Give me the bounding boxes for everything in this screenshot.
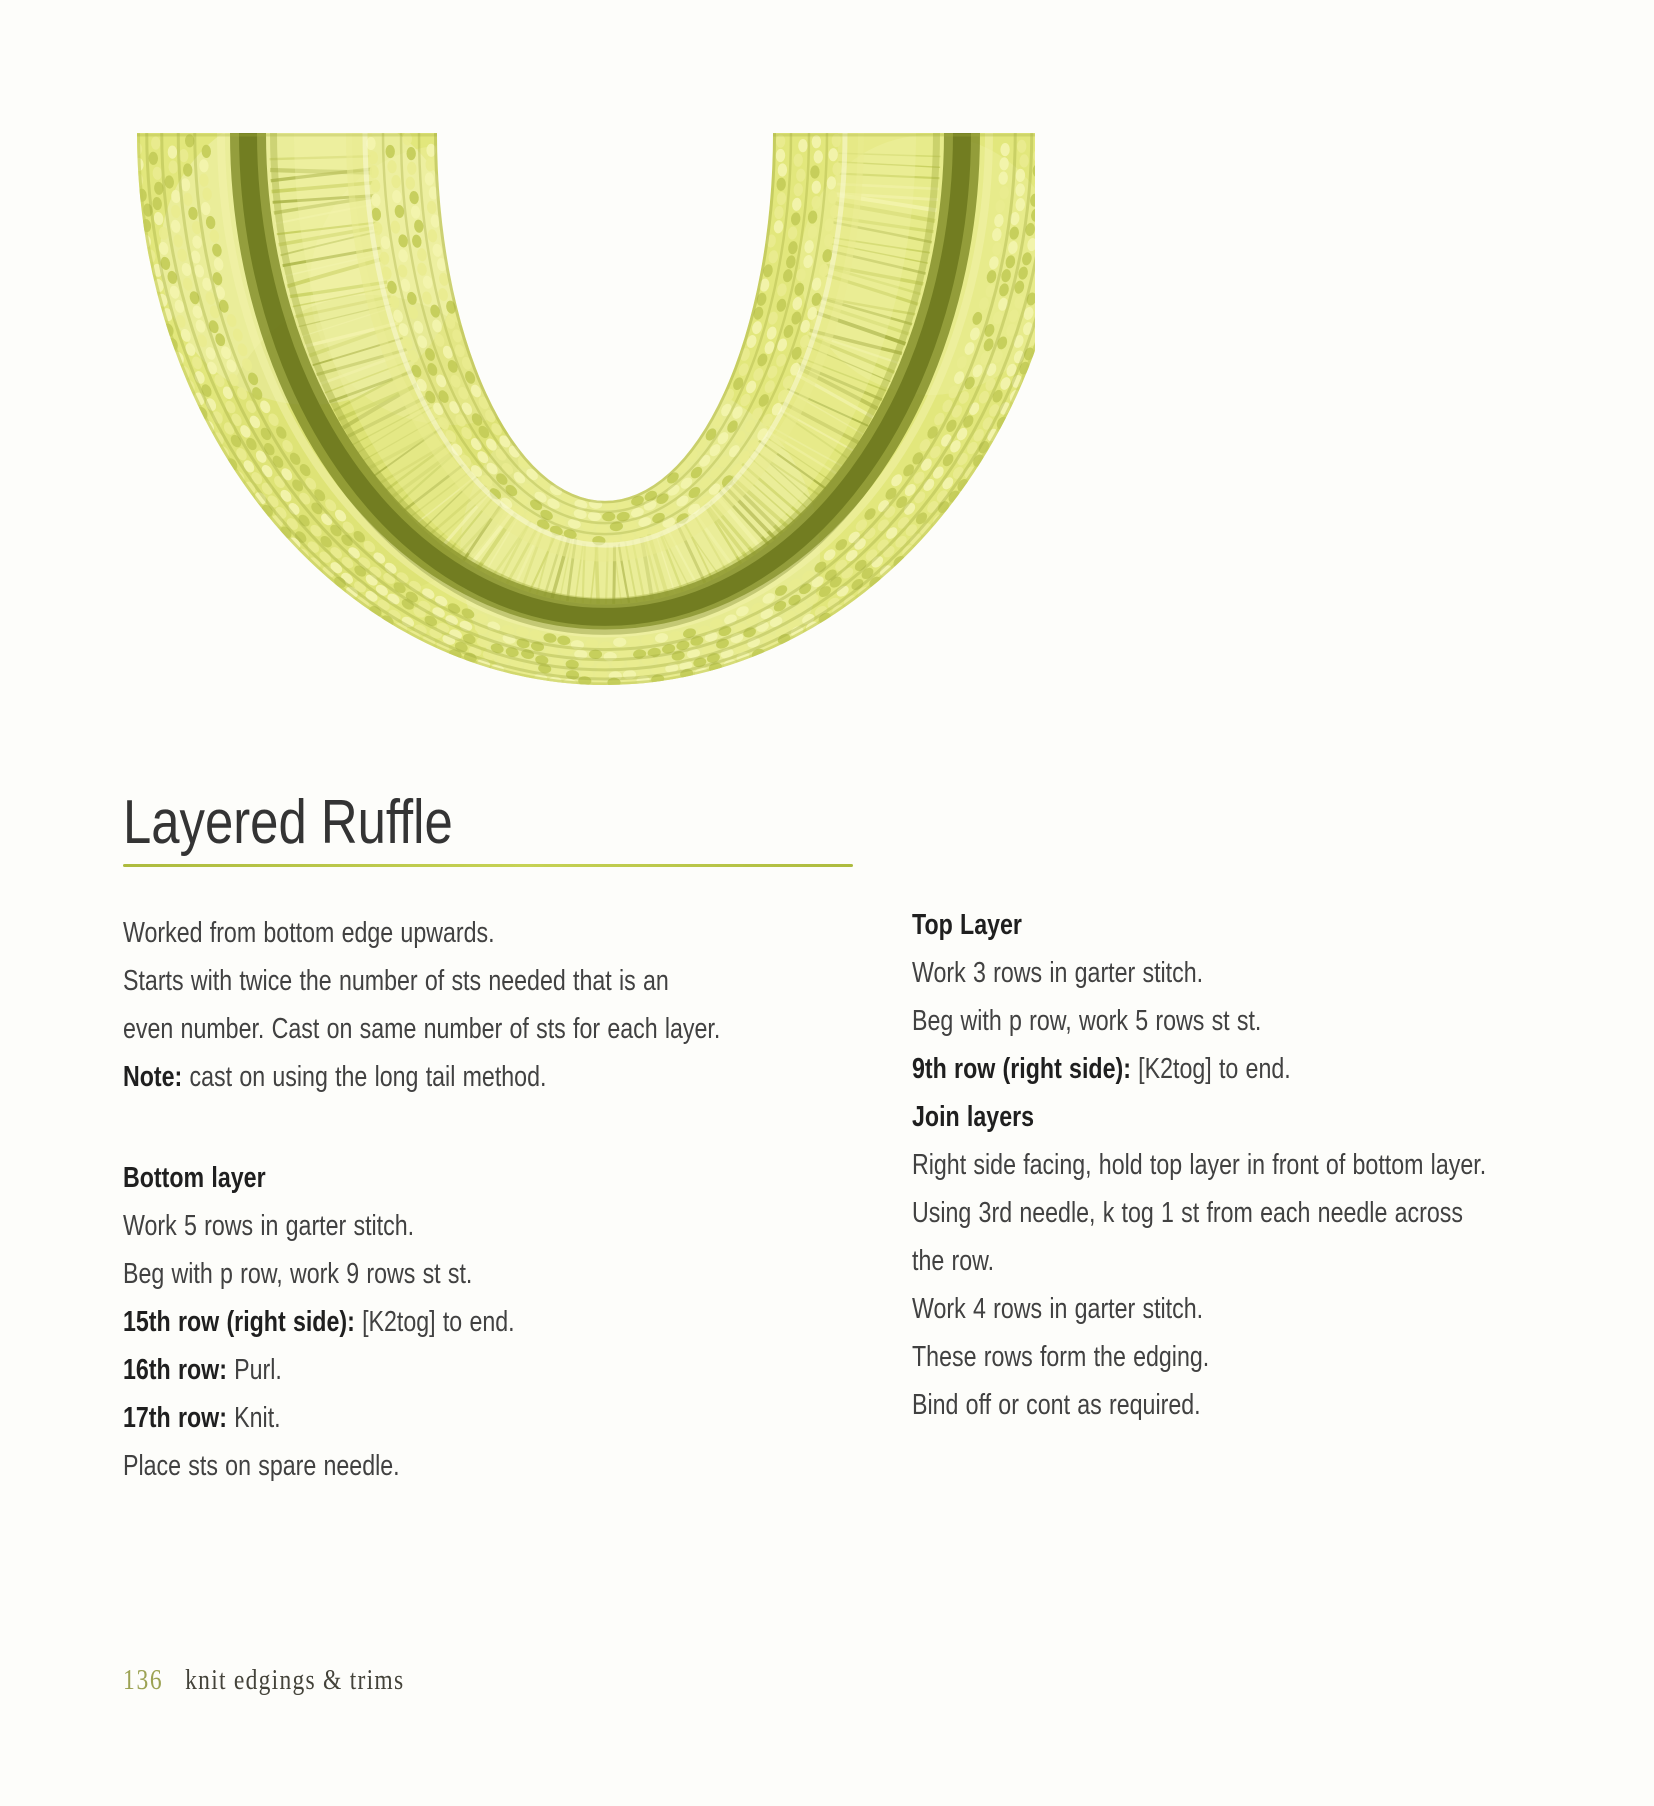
page-title: Layered Ruffle <box>123 788 453 857</box>
instruction-text: Worked from bottom edge upwards. <box>123 917 495 949</box>
instruction-line <box>123 1250 843 1298</box>
instruction-text: Purl. <box>226 1354 282 1386</box>
instruction-lead: 15th row (right side): <box>123 1306 355 1338</box>
instruction-text: Work 5 rows in garter stitch. <box>123 1210 415 1242</box>
instruction-line <box>912 949 1632 997</box>
instruction-text: Work 3 rows in garter stitch. <box>912 957 1204 989</box>
instruction-text: [K2tog] to end. <box>354 1306 515 1338</box>
instruction-line <box>912 1141 1632 1189</box>
instruction-lead: 9th row (right side): <box>912 1053 1131 1085</box>
instruction-line <box>123 1298 843 1346</box>
right-column <box>912 901 1632 1429</box>
instruction-text: Bottom layer <box>123 1162 266 1194</box>
instruction-text: Top Layer <box>912 909 1022 941</box>
instruction-text: cast on using the long tail method. <box>182 1061 547 1093</box>
instruction-text: Knit. <box>226 1402 281 1434</box>
page-footer <box>123 1666 404 1696</box>
footer-book-title: knit edgings & trims <box>185 1665 405 1696</box>
instruction-line <box>912 1237 1632 1285</box>
instruction-text: Using 3rd needle, k tog 1 st from each needle across <box>912 1197 1463 1229</box>
instruction-text: Bind off or cont as required. <box>912 1389 1201 1421</box>
instruction-text: Work 4 rows in garter stitch. <box>912 1293 1204 1325</box>
instruction-text: Starts with twice the number of sts needed that is an <box>123 965 669 997</box>
instruction-text: These rows form the edging. <box>912 1341 1210 1373</box>
instruction-lead: 16th row: <box>123 1354 227 1386</box>
instruction-text: Place sts on spare needle. <box>123 1450 400 1482</box>
page-number: 136 <box>123 1665 164 1696</box>
instruction-text: Beg with p row, work 9 rows st st. <box>123 1258 473 1290</box>
paragraph-gap <box>123 1101 843 1154</box>
instruction-line <box>123 1005 843 1053</box>
section-heading <box>123 1154 843 1202</box>
left-column <box>123 909 843 1490</box>
section-heading <box>912 901 1632 949</box>
instruction-line <box>123 1442 843 1490</box>
instruction-text: Right side facing, hold top layer in front of bottom layer. <box>912 1149 1487 1181</box>
instruction-lead: 17th row: <box>123 1402 227 1434</box>
instruction-line <box>912 1333 1632 1381</box>
instruction-line <box>123 1346 843 1394</box>
instruction-line <box>912 1381 1632 1429</box>
instruction-text: Beg with p row, work 5 rows st st. <box>912 1005 1262 1037</box>
instruction-line <box>912 1189 1632 1237</box>
instruction-line <box>912 997 1632 1045</box>
instruction-lead: Note: <box>123 1061 183 1093</box>
knit-swatch-photo <box>120 85 1035 690</box>
instruction-line <box>123 1053 843 1101</box>
instruction-line <box>123 1394 843 1442</box>
instruction-line <box>123 957 843 1005</box>
instruction-text: the row. <box>912 1245 995 1277</box>
instruction-text: even number. Cast on same number of sts for each layer. <box>123 1013 721 1045</box>
knit-swatch-illustration <box>120 85 1035 690</box>
instruction-line <box>912 1285 1632 1333</box>
title-rule <box>123 864 853 867</box>
instruction-text: Join layers <box>912 1101 1035 1133</box>
instruction-line <box>912 1045 1632 1093</box>
instruction-line <box>123 1202 843 1250</box>
instruction-line <box>123 909 843 957</box>
section-heading <box>912 1093 1632 1141</box>
instruction-text: [K2tog] to end. <box>1130 1053 1291 1085</box>
